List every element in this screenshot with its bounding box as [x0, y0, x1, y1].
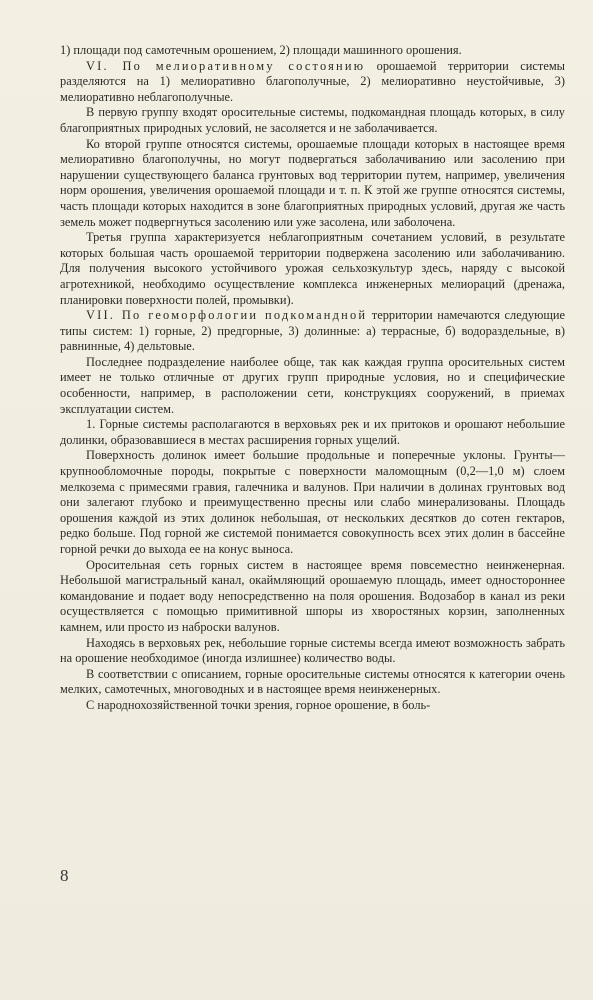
paragraph-text: Находясь в верховьях рек, небольшие горные системы всегда имеют возможность забрать на орошение необходимое (иногда излишнее) количество воды.: [60, 635, 565, 666]
paragraph: [60, 105, 565, 136]
paragraph-text: территории намечаются следующие типы систем: 1) горные, 2) предгорные, 3) долинные: а) террасные, б) водораздельные, в) равнинные, 4) дельтовые.: [60, 308, 565, 354]
section-heading: VII. По геоморфологии подкомандной: [86, 308, 368, 323]
paragraph-text: Поверхность долинок имеет большие продольные и поперечные уклоны. Грунты—крупнообломочные породы, покрытые с поверхности маломощным (0,2—1,0 м) слоем мелкозема с примесями гравия, галечника и валунов. При наличии в долинах грунтовых вод они залегают глубоко и преимущественно пресны или слабо минерализованы. Площадь орошения каждой из этих долинок небольшая, от нескольких десятков до сотен гектаров, редко больше. Под горной же системой понимается совокупность всех этих долин в бассейне горной речки до выхода ее на конус выноса.: [60, 448, 565, 556]
paragraph-text: Третья группа характеризуется неблагоприятным сочетанием условий, в результате которых большая часть орошаемой территории подвержена засолению или заболачиванию. Для получения высокого устойчивого урожая сельхозкультур здесь, наряду с высокой агротехникой, необходимо осуществление комплекса инженерных мелиораций (дренажа, планировки поверхности полей, промывки).: [60, 230, 565, 307]
paragraph: [60, 137, 565, 231]
paragraph: [60, 667, 565, 698]
paragraph-text: Оросительная сеть горных систем в настоящее время повсеместно неинженерная. Небольшой магистральный канал, окаймляющий орошаемую площадь, имеет одностороннее командование и подает воду непосредственно на поля орошения. Водозабор в канал из реки осуществляется с помощью примитивной шпоры из хворостяных корзин, заполненных камнем, или просто из наброски валунов.: [60, 557, 565, 634]
body-text: [60, 43, 565, 714]
paragraph-text: 1. Горные системы располагаются в верховьях рек и их притоков и орошают небольшие долинки, образовавшиеся в местах расширения горных ущелий.: [60, 417, 565, 447]
paragraph-text: С народнохозяйственной точки зрения, горное орошение, в боль-: [86, 697, 431, 712]
paragraph: [60, 448, 565, 557]
paragraph: [60, 308, 565, 355]
paragraph: [60, 355, 565, 417]
paragraph: [60, 558, 565, 636]
paragraph-text: Ко второй группе относятся системы, орошаемые площади которых в настоящее время мелиоративно благополучны, но могут подвергаться заболачиванию или засолению при нарушении существующего баланса грунтовых вод территории путем, например, увеличения норм орошения, увеличения орошаемой площади и т. п. К этой же группе относятся системы, часть площади которых находится в зоне благоприятных природных условий, другая же часть земель может подвергнуться засолению или уже засолена, или заболочена.: [60, 136, 565, 229]
paragraph: [60, 636, 565, 667]
paragraph: [60, 417, 565, 448]
section-heading: VI. По мелиоративному состоянию: [86, 58, 366, 73]
page-number: 8: [60, 866, 69, 885]
paragraph-text: Последнее подразделение наиболее обще, так как каждая группа оросительных систем имеет не только отличные от других групп природные условия, но и специфические особенности, например, в расположении сети, конструкциях сооружений, в приемах эксплуатации систем.: [60, 354, 565, 416]
paragraph-text: В первую группу входят оросительные системы, подкомандная площадь которых, в силу благоприятных природных условий, не засоляется и не заболачивается.: [60, 105, 565, 135]
paragraph: [60, 43, 565, 59]
paragraph: [60, 59, 565, 106]
paragraph-text: орошаемой территории системы разделяются на 1) мелиоративно благополучные, 2) мелиоративно неустойчивые, 3) мелиоративно неблагополучные.: [60, 58, 565, 104]
paragraph-text: 1) площади под самотечным орошением, 2) площади машинного орошения.: [60, 43, 462, 57]
paragraph: [60, 230, 565, 308]
paragraph-text: В соответствии с описанием, горные оросительные системы относятся к категории очень мелких, самотечных, многоводных и в настоящее время неинженерных.: [60, 666, 565, 697]
paragraph: [60, 698, 565, 714]
